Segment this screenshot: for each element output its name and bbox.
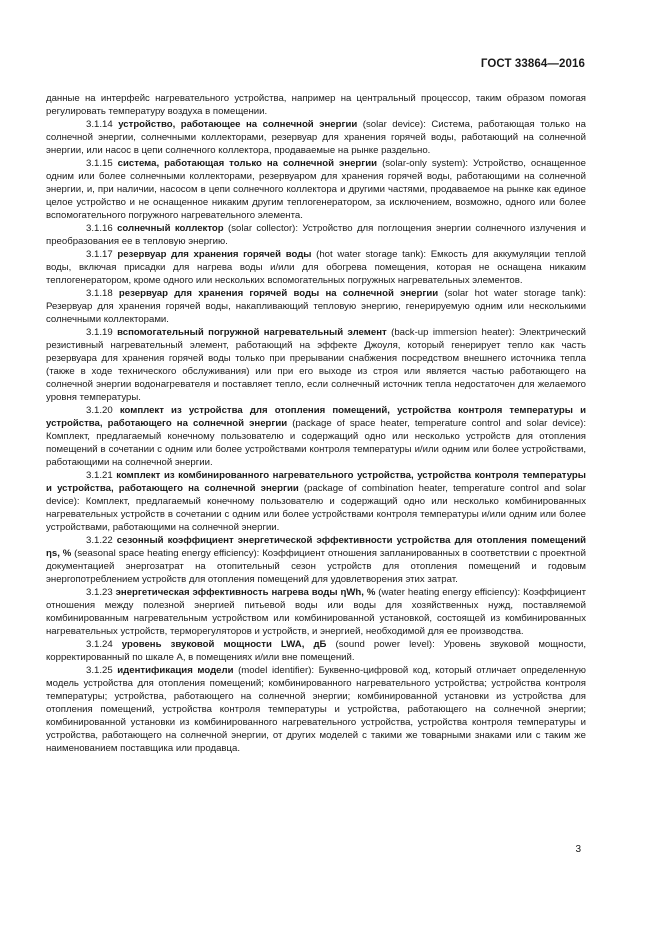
term-3-1-23 [46, 586, 586, 638]
term-definition: (water heating energy efficiency): Коэффициент отношения между полезной энергией питьевой воды или воды для хозяйственных нужд, поставляемой комбинированным нагревательным устройством или комбинированной установкой, состоящей из комбинированных нагревательных устройств, терморегуляторов и устройств, и энергией, необходимой для ее производства. [46, 587, 586, 637]
term-number: 3.1.21 [86, 470, 113, 481]
term-number: 3.1.14 [86, 119, 113, 130]
term-definition: (solar hot water storage tank): Резервуар для хранения горячей воды, накапливающий тепловую энергию, генерируемую одним или несколькими солнечными коллекторами. [46, 288, 586, 325]
term-number: 3.1.15 [86, 158, 113, 169]
term-name: идентификация модели [117, 665, 234, 676]
term-definition: (solar device): Система, работающая только на солнечной энергии, солнечными коллекторами, резервуар для хранения горячей воды, работающий на солнечной энергии, или насос в цепи солнечного коллектора, продаваемые на рынке раздельно. [46, 119, 586, 156]
term-name: вспомогательный погружной нагревательный элемент [117, 327, 387, 338]
term-3-1-22 [46, 534, 586, 586]
term-number: 3.1.19 [86, 327, 113, 338]
term-3-1-18 [46, 287, 586, 326]
term-number: 3.1.24 [86, 639, 113, 650]
standard-header: ГОСТ 33864—2016 [480, 58, 585, 70]
term-number: 3.1.20 [86, 405, 113, 416]
term-3-1-24 [46, 638, 586, 664]
term-name: устройство, работающее на солнечной энергии [118, 119, 358, 130]
term-name: система, работающая только на солнечной энергии [117, 158, 378, 169]
term-3-1-25 [46, 664, 586, 755]
term-3-1-17 [46, 248, 586, 287]
term-number: 3.1.22 [86, 535, 113, 546]
term-definition: (package of combination heater, temperature control and solar device): Комплект, предлагаемый конечному пользователю и содержащий одно или несколько комбинированных нагревательных устройств в сочетании с одним или более устройствами контроля температуры и/или одним или более устройствами, работающими на солнечной энергии. [46, 483, 586, 533]
term-name: уровень звуковой мощности LWA, дБ [121, 639, 327, 650]
term-name: сезонный коэффициент энергетической эффективности устройства для отопления помещений ηs, % [46, 535, 587, 559]
paragraph-continuation [46, 92, 586, 118]
term-number: 3.1.23 [86, 587, 113, 598]
page-number: 3 [575, 844, 581, 855]
term-name: комплект из комбинированного нагревательного устройства, устройства контроля температуры и устройства, работающего на солнечной энергии [46, 470, 586, 494]
term-definition: (back-up immersion heater): Электрический резистивный нагревательный элемент, работающий на эффекте Джоуля, который генерирует тепло как часть резервуара для хранения горячей воды только при прерывании снабжения посредством внешнего источника тепла (также в ходе технического обслуживания) или при его выходе из строя или является частью работающего на солнечной энергии водонагревателя и поставляет тепло, если солнечный источник тепла недостаточен для желаемого уровня температуры. [46, 327, 586, 403]
term-name: комплект из устройства для отопления помещений, устройства контроля температуры и устройства, работающего на солнечной энергии [46, 405, 586, 429]
term-definition: (solar-only system): Устройство, оснащенное одним или более солнечными коллекторами, резервуаром для хранения горячей воды, работающими на солнечной энергии, и, при наличии, насосом в цепи солнечного коллектора и другими частями, продаваемое на рынке как единое целое устройство и не оснащенное никаким другим теплогенератором, за исключением, возможно, одного или более вспомогательного погружного нагревательного элемента. [46, 158, 587, 221]
term-name: солнечный коллектор [117, 223, 224, 234]
term-number: 3.1.25 [86, 665, 113, 676]
term-3-1-19 [46, 326, 586, 404]
paragraph-text: данные на интерфейс нагревательного устройства, например на центральный процессор, таким образом помогая регулировать температуру воздуха в помещении. [46, 93, 586, 117]
term-name: резервуар для хранения горячей воды [117, 249, 312, 260]
term-definition: (seasonal space heating energy efficiency): Коэффициент отношения запланированных в соответствии с проектной документацией энергозатрат на отопительный сезон устройств для отопления помещений и годовым энергопотреблением устройств для отопления помещений для удовлетворения этих затрат. [46, 548, 587, 585]
term-3-1-14 [46, 118, 586, 157]
term-number: 3.1.18 [86, 288, 113, 299]
term-definition: (sound power level): Уровень звуковой мощности, корректированный по шкале А, в помещениях и/или вне помещений. [46, 639, 586, 663]
document-body [46, 92, 586, 755]
term-3-1-16 [46, 222, 586, 248]
term-name: энергетическая эффективность нагрева воды ηWh, % [115, 587, 376, 598]
term-3-1-15 [46, 157, 586, 222]
term-3-1-20 [46, 404, 586, 469]
term-number: 3.1.16 [86, 223, 113, 234]
term-name: резервуар для хранения горячей воды на солнечной энергии [118, 288, 439, 299]
term-number: 3.1.17 [86, 249, 113, 260]
term-definition: (solar collector): Устройство для поглощения энергии солнечного излучения и преобразования ее в тепловую энергию. [46, 223, 586, 247]
term-definition: (model identifier): Буквенно-цифровой код, который отличает определенную модель устройства для отопления помещений; комбинированного нагревательного устройства; устройства контроля температуры; устройства, работающего на солнечной энергии; комбинированной установки из устройства для отопления помещений, устройства контроля температуры и устройства, работающего на солнечной энергии; комбинированной установки из комбинированного нагревательного устройства, устройства контроля температуры и устройства, работающего на солнечной энергии, от других моделей с такими же товарными знаками или с таким же наименованием поставщика или продавца. [46, 665, 587, 754]
term-definition: (hot water storage tank): Емкость для аккумуляции теплой воды, включая присадки для нагрева воды и/или для обогрева помещения, которая не оснащена никаким теплогенератором, кроме одного или нескольких вспомогательных погружных нагревательных элементов. [46, 249, 586, 286]
term-3-1-21 [46, 469, 586, 534]
term-definition: (package of space heater, temperature control and solar device): Комплект, предлагаемый конечному пользователю и содержащий одно или несколько устройств для отопления помещений в сочетании с одним или более устройствами контроля температуры и/или одним или более устройствами, работающими на солнечной энергии. [46, 418, 587, 468]
